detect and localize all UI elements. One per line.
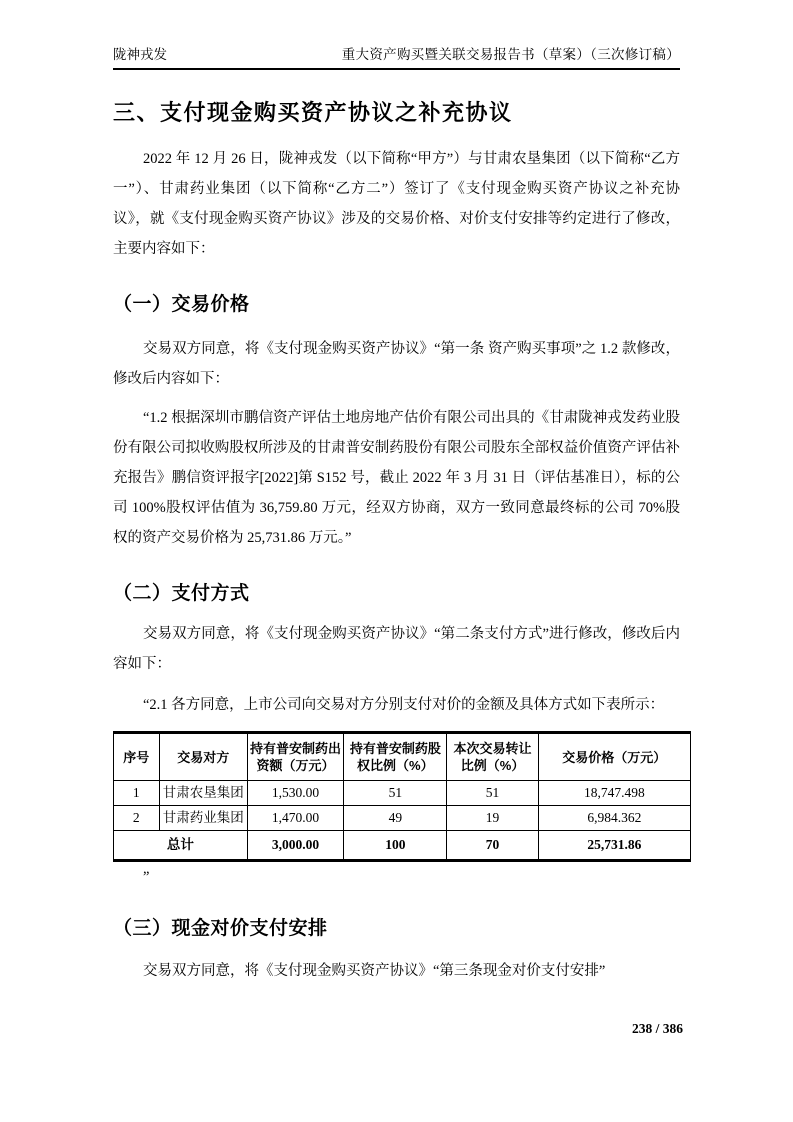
section-3-heading: （三）现金对价支付安排 <box>113 918 328 939</box>
total-capital: 3,000.00 <box>247 831 343 861</box>
col-header-equity-ratio: 持有普安制药股权比例（%） <box>344 733 447 781</box>
table-header-row <box>114 733 691 781</box>
section-2-paragraph-1: 交易双方同意，将《支付现金购买资产协议》“第二条支付方式”进行修改，修改后内容如下： <box>113 626 680 672</box>
section-2-paragraph-2: “2.1 各方同意，上市公司向交易对方分别支付对价的金额及具体方式如下表所示： <box>143 697 665 713</box>
payment-table <box>113 731 691 862</box>
cell-transfer-ratio: 19 <box>447 806 538 831</box>
section-2-heading: （二）支付方式 <box>113 583 250 604</box>
section-1-paragraph-2: “1.2 根据深圳市鹏信资产评估土地房地产估价有限公司出具的《甘肃陇神戎发药业股份有限公司拟收购股权所涉及的甘肃普安制药股份有限公司股东全部权益价值资产评估补充报告》鹏信资评报字[2022]第 S152 号，截止 2022 年 3 月 31 日（评估基准日），标的公司 100%股权评估值为 36,759.80 万元，经双方协商，双方一致同意最终标的公司 70%股权的资产交易价格为 25,731.86 万元。” <box>113 410 680 546</box>
table-row <box>114 781 691 806</box>
cell-capital: 1,530.00 <box>247 781 343 806</box>
intro-paragraph: 2022 年 12 月 26 日，陇神戎发（以下简称“甲方”）与甘肃农垦集团（以下简称“乙方一”）、甘肃药业集团（以下简称“乙方二”）签订了《支付现金购买资产协议之补充协议》，就《支付现金购买资产协议》涉及的交易价格、对价支付安排等约定进行了修改，主要内容如下： <box>113 151 680 257</box>
total-equity-ratio: 100 <box>344 831 447 861</box>
total-price: 25,731.86 <box>538 831 690 861</box>
col-header-counterparty: 交易对方 <box>159 733 247 781</box>
section-1-heading: （一）交易价格 <box>113 294 250 315</box>
table-total-row <box>114 831 691 861</box>
col-header-price: 交易价格（万元） <box>538 733 690 781</box>
table-row <box>114 806 691 831</box>
cell-counterparty: 甘肃农垦集团 <box>159 781 247 806</box>
total-transfer-ratio: 70 <box>447 831 538 861</box>
col-header-transfer-ratio: 本次交易转让比例（%） <box>447 733 538 781</box>
col-header-index: 序号 <box>114 733 160 781</box>
cell-transfer-ratio: 51 <box>447 781 538 806</box>
header-report-title: 重大资产购买暨关联交易报告书（草案）（三次修订稿） <box>341 47 680 62</box>
cell-capital: 1,470.00 <box>247 806 343 831</box>
cell-counterparty: 甘肃药业集团 <box>159 806 247 831</box>
chapter-title: 三、支付现金购买资产协议之补充协议 <box>113 100 513 125</box>
cell-price: 18,747.498 <box>538 781 690 806</box>
page-header <box>113 46 680 70</box>
col-header-capital: 持有普安制药出资额（万元） <box>247 733 343 781</box>
table-closing-quote: ” <box>143 869 150 885</box>
header-company-name: 陇神戎发 <box>113 47 167 62</box>
section-3-paragraph-1: 交易双方同意，将《支付现金购买资产协议》“第三条现金对价支付安排” <box>143 963 606 979</box>
page-number: 238 / 386 <box>631 1021 683 1036</box>
section-1-paragraph-1: 交易双方同意，将《支付现金购买资产协议》“第一条 资产购买事项”之 1.2 款修改，修改后内容如下： <box>113 341 680 387</box>
cell-equity-ratio: 51 <box>344 781 447 806</box>
cell-index: 1 <box>114 781 160 806</box>
cell-price: 6,984.362 <box>538 806 690 831</box>
total-label: 总计 <box>114 831 248 861</box>
cell-index: 2 <box>114 806 160 831</box>
cell-equity-ratio: 49 <box>344 806 447 831</box>
